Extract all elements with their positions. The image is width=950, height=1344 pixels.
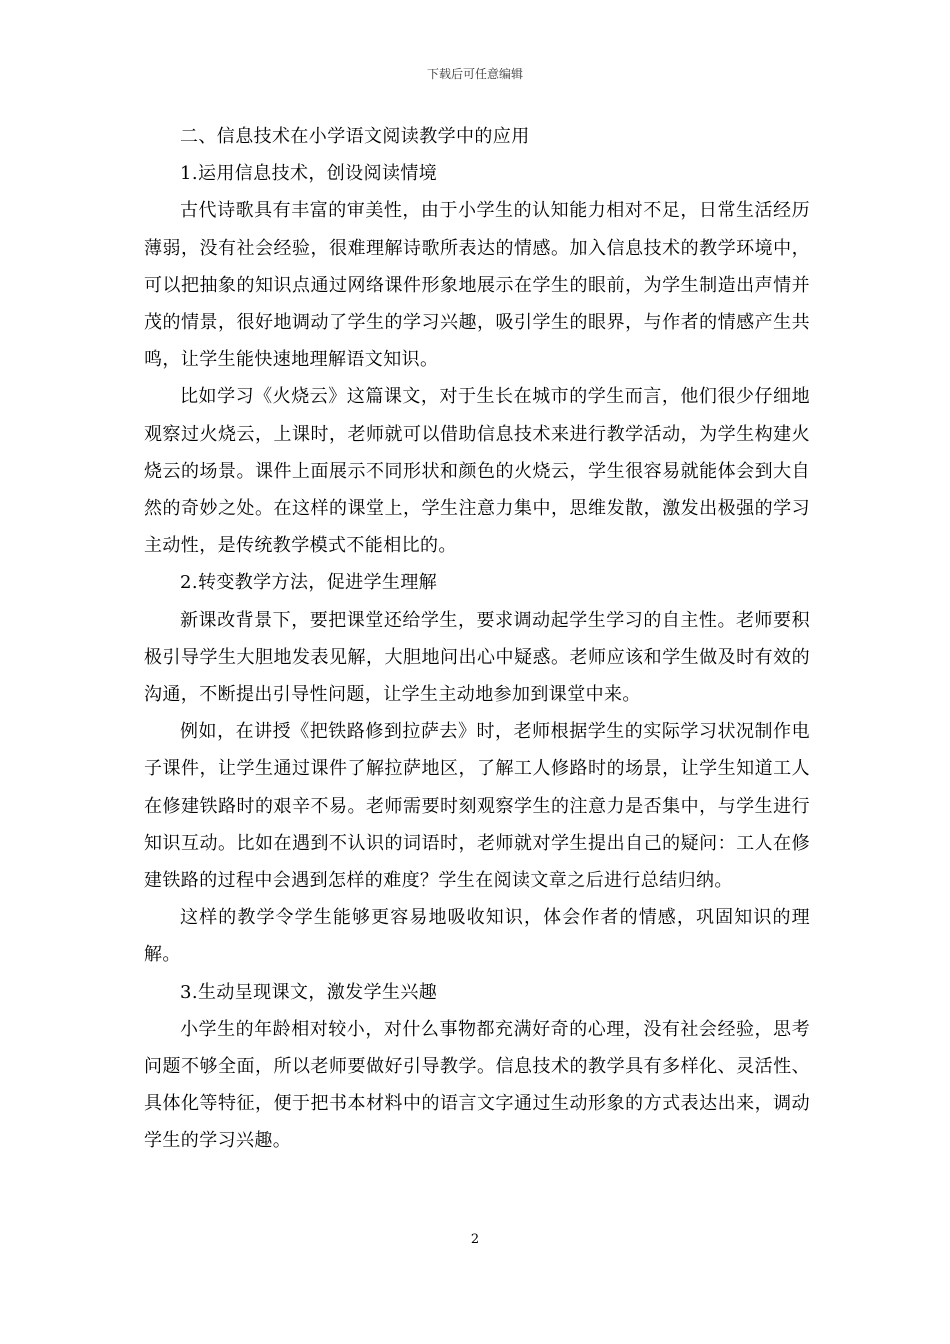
page-header: 下载后可任意编辑 — [426, 67, 523, 81]
page-number: 2 — [470, 1232, 480, 1247]
body-paragraph: 古代诗歌具有丰富的审美性，由于小学生的认知能力相对不足，日常生活经历薄弱，没有社会经验，很难理解诗歌所表达的情感。加入信息技术的教学环境中，可以把抽象的知识点通过网络课件形象地展示在学生的眼前，为学生制造出声情并茂的情景，很好地调动了学生的学习兴趣，吸引学生的眼界，与作者的情感产生共鸣，让学生能快速地理解语文知识。 — [144, 200, 810, 371]
body-paragraph: 这样的教学令学生能够更容易地吸收知识，体会作者的情感，巩固知识的理解。 — [144, 907, 810, 966]
body-paragraph: 例如，在讲授《把铁路修到拉萨去》时，老师根据学生的实际学习状况制作电子课件，让学生通过课件了解拉萨地区，了解工人修路时的场景，让学生知道工人在修建铁路时的艰辛不易。老师需要时刻观察学生的注意力是否集中，与学生进行知识互动。比如在遇到不认识的词语时，老师就对学生提出自己的疑问：工人在修建铁路的过程中会遇到怎样的难度？学生在阅读文章之后进行总结归纳。 — [144, 721, 810, 892]
subsection-heading: 2.转变教学方法，促进学生理解 — [180, 572, 438, 594]
body-paragraph: 新课改背景下，要把课堂还给学生，要求调动起学生学习的自主性。老师要积极引导学生大胆地发表见解，大胆地问出心中疑惑。老师应该和学生做及时有效的沟通，不断提出引导性问题，让学生主动地参加到课堂中来。 — [144, 609, 810, 706]
body-paragraph: 比如学习《火烧云》这篇课文，对于生长在城市的学生而言，他们很少仔细地观察过火烧云，上课时，老师就可以借助信息技术来进行教学活动，为学生构建火烧云的场景。课件上面展示不同形状和颜色的火烧云，学生很容易就能体会到大自然的奇妙之处。在这样的课堂上，学生注意力集中，思维发散，激发出极强的学习主动性，是传统教学模式不能相比的。 — [144, 386, 810, 557]
section-heading: 二、信息技术在小学语文阅读教学中的应用 — [180, 126, 530, 147]
document-body — [144, 118, 810, 1160]
body-paragraph: 小学生的年龄相对较小，对什么事物都充满好奇的心理，没有社会经验，思考问题不够全面，所以老师要做好引导教学。信息技术的教学具有多样化、灵活性、具体化等特征，便于把书本材料中的语言文字通过生动形象的方式表达出来，调动学生的学习兴趣。 — [144, 1018, 810, 1152]
subsection-heading: 1.运用信息技术，创设阅读情境 — [180, 163, 438, 185]
subsection-heading: 3.生动呈现课文，激发学生兴趣 — [180, 981, 438, 1003]
